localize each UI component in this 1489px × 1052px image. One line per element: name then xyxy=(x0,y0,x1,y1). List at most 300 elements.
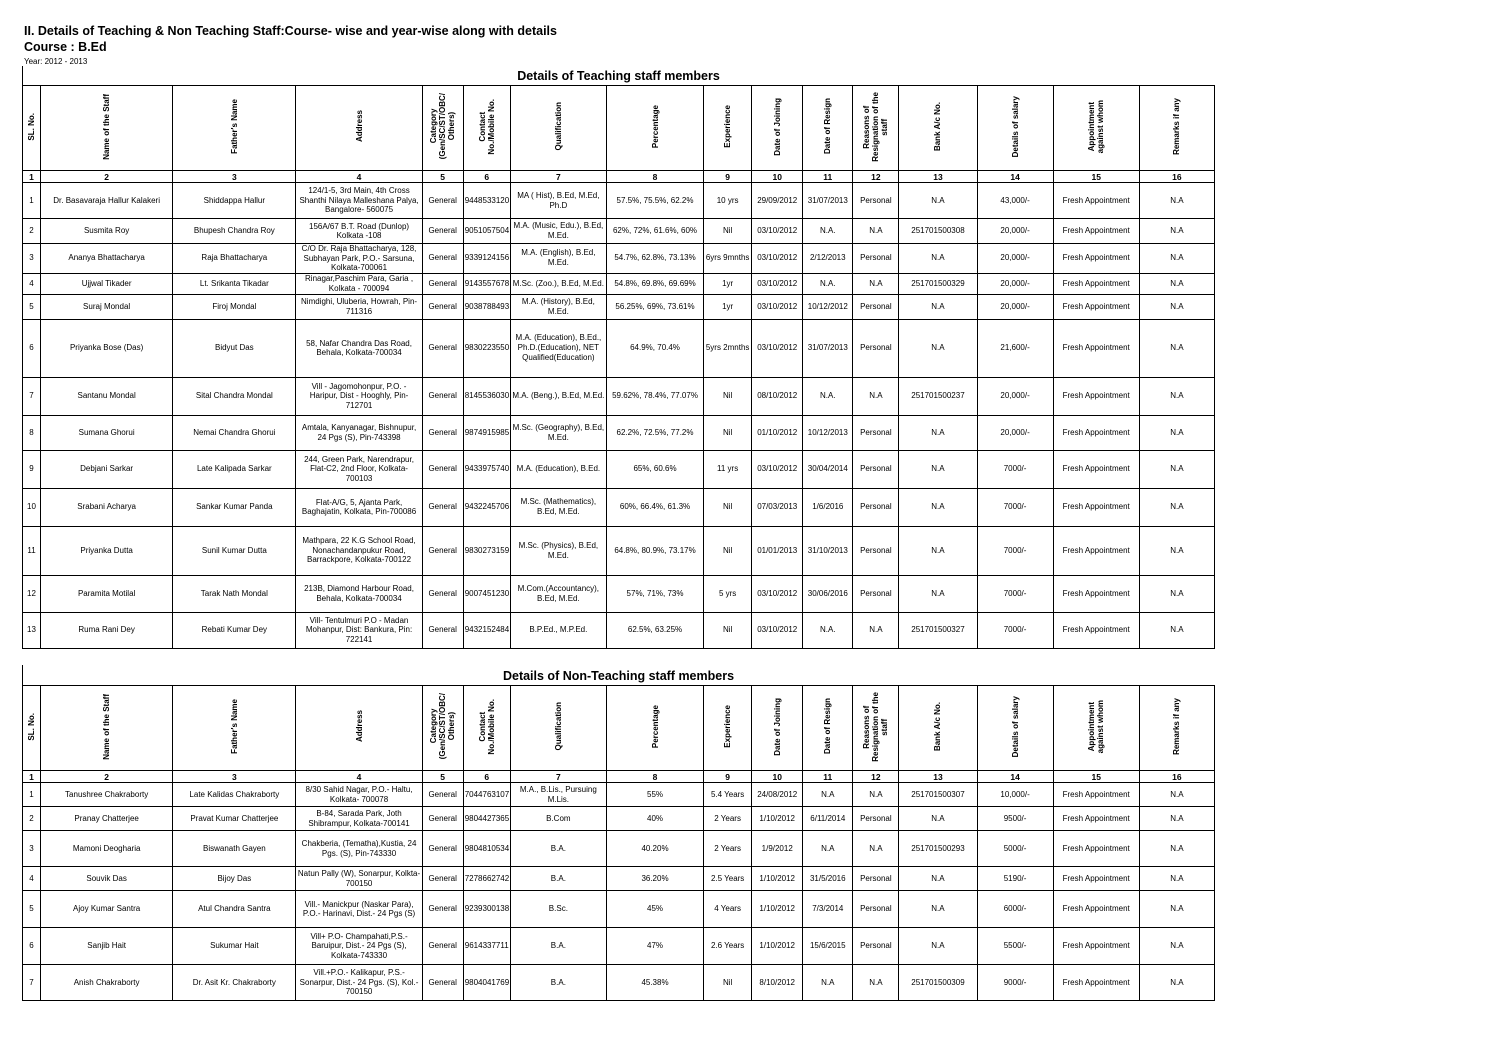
cell-date-of-resign: 30/06/2016 xyxy=(803,575,853,612)
cell-bank-account: 251701500329 xyxy=(899,273,977,294)
column-header-category xyxy=(422,686,463,771)
cell-remarks: N.A xyxy=(1139,450,1214,488)
cell-percentage: 40% xyxy=(606,807,703,831)
cell-sl-no: 11 xyxy=(23,526,41,575)
cell-address: Vill.- Manickpur (Naskar Para), P.O.- Harinavi, Dist.- 24 Pgs (S) xyxy=(296,891,422,928)
cell-date-of-joining: 1/10/2012 xyxy=(752,891,803,928)
column-number: 14 xyxy=(977,771,1053,783)
cell-salary: 5500/- xyxy=(977,928,1053,965)
cell-date-of-joining: 03/10/2012 xyxy=(752,612,803,648)
cell-staff-name: Sumana Ghorui xyxy=(41,415,173,450)
table-row xyxy=(23,450,1215,488)
column-header-label: Contact No./Mobile No. xyxy=(477,698,496,755)
column-number: 15 xyxy=(1053,171,1139,183)
cell-category: General xyxy=(422,219,463,244)
cell-resign-reason: Personal xyxy=(853,450,899,488)
cell-bank-account: N.A xyxy=(899,415,977,450)
cell-percentage: 45% xyxy=(606,891,703,928)
cell-date-of-joining: 29/09/2012 xyxy=(752,183,803,219)
cell-contact: 9038788493 xyxy=(463,294,510,319)
cell-remarks: N.A xyxy=(1139,612,1214,648)
cell-date-of-joining: 24/08/2012 xyxy=(752,783,803,807)
cell-resign-reason: Personal xyxy=(853,294,899,319)
cell-appointment: Fresh Appointment xyxy=(1053,488,1139,526)
cell-remarks: N.A xyxy=(1139,807,1214,831)
cell-contact: 9432245706 xyxy=(463,488,510,526)
column-number: 4 xyxy=(296,171,422,183)
cell-sl-no: 5 xyxy=(23,294,41,319)
cell-experience: 10 yrs xyxy=(704,183,752,219)
cell-remarks: N.A xyxy=(1139,183,1214,219)
column-header-sl-no xyxy=(23,86,41,171)
column-header-label: Qualification xyxy=(553,702,563,751)
cell-staff-name: Ruma Rani Dey xyxy=(41,612,173,648)
cell-date-of-resign: N.A xyxy=(803,965,853,1001)
column-header-qualification xyxy=(510,686,606,771)
cell-staff-name: Santanu Mondal xyxy=(41,377,173,415)
column-header-label: Details of salary xyxy=(1010,95,1020,158)
cell-experience: Nil xyxy=(704,415,752,450)
cell-category: General xyxy=(422,488,463,526)
cell-date-of-resign: 7/3/2014 xyxy=(803,891,853,928)
column-header-label: Date of Joining xyxy=(772,697,782,756)
cell-contact: 9448533120 xyxy=(463,183,510,219)
cell-salary: 5190/- xyxy=(977,867,1053,891)
cell-remarks: N.A xyxy=(1139,783,1214,807)
cell-staff-name: Suraj Mondal xyxy=(41,294,173,319)
cell-date-of-resign: 2/12/2013 xyxy=(803,244,853,274)
cell-percentage: 45.38% xyxy=(606,965,703,1001)
cell-percentage: 64.8%, 80.9%, 73.17% xyxy=(606,526,703,575)
cell-bank-account: N.A xyxy=(899,867,977,891)
cell-sl-no: 13 xyxy=(23,612,41,648)
cell-sl-no: 4 xyxy=(23,867,41,891)
table-row xyxy=(23,183,1215,219)
column-header-remarks xyxy=(1139,686,1214,771)
cell-experience: Nil xyxy=(704,612,752,648)
cell-qualification: B.A. xyxy=(510,831,606,867)
column-header-remarks xyxy=(1139,86,1214,171)
cell-percentage: 40.20% xyxy=(606,831,703,867)
cell-experience: 2 Years xyxy=(704,831,752,867)
cell-sl-no: 10 xyxy=(23,488,41,526)
cell-qualification: M.Sc. (Geography), B.Ed, M.Ed. xyxy=(510,415,606,450)
column-header-date-of-joining xyxy=(752,686,803,771)
column-number: 5 xyxy=(422,171,463,183)
column-number: 8 xyxy=(606,771,703,783)
cell-appointment: Fresh Appointment xyxy=(1053,891,1139,928)
cell-salary: 43,000/- xyxy=(977,183,1053,219)
cell-date-of-joining: 08/10/2012 xyxy=(752,377,803,415)
cell-resign-reason: Personal xyxy=(853,488,899,526)
cell-father-name: Sankar Kumar Panda xyxy=(173,488,296,526)
cell-staff-name: Priyanka Dutta xyxy=(41,526,173,575)
column-number: 10 xyxy=(752,771,803,783)
cell-address: Vill - Jagomohonpur, P.O. - Haripur, Dist - Hooghly, Pin-712701 xyxy=(296,377,422,415)
column-header-label: Remarks if any xyxy=(1172,698,1182,755)
column-header-sl-no xyxy=(23,686,41,771)
table-row xyxy=(23,867,1215,891)
cell-staff-name: Tanushree Chakraborty xyxy=(41,783,173,807)
column-number: 11 xyxy=(803,171,853,183)
cell-appointment: Fresh Appointment xyxy=(1053,831,1139,867)
cell-contact: 9432152484 xyxy=(463,612,510,648)
table-row xyxy=(23,319,1215,377)
cell-experience: 2 Years xyxy=(704,807,752,831)
cell-experience: 2.6 Years xyxy=(704,928,752,965)
column-header-label: Father's Name xyxy=(229,99,239,154)
column-header-label: Percentage xyxy=(650,704,660,749)
cell-category: General xyxy=(422,928,463,965)
column-header-resign-reason xyxy=(853,686,899,771)
column-number: 13 xyxy=(899,771,977,783)
cell-date-of-resign: 31/10/2013 xyxy=(803,526,853,575)
column-number: 1 xyxy=(23,171,41,183)
cell-sl-no: 3 xyxy=(23,244,41,274)
table-row xyxy=(23,244,1215,274)
cell-date-of-joining: 03/10/2012 xyxy=(752,219,803,244)
cell-date-of-resign: 6/11/2014 xyxy=(803,807,853,831)
cell-salary: 6000/- xyxy=(977,891,1053,928)
cell-contact: 9339124156 xyxy=(463,244,510,274)
non-teaching-staff-table xyxy=(22,685,1215,1001)
cell-remarks: N.A xyxy=(1139,575,1214,612)
cell-category: General xyxy=(422,244,463,274)
cell-date-of-joining: 03/10/2012 xyxy=(752,319,803,377)
cell-salary: 20,000/- xyxy=(977,244,1053,274)
column-header-label: Reasons of Resignation of the staff xyxy=(862,691,890,762)
cell-father-name: Pravat Kumar Chatterjee xyxy=(173,807,296,831)
cell-qualification: B.A. xyxy=(510,965,606,1001)
cell-salary: 20,000/- xyxy=(977,294,1053,319)
cell-remarks: N.A xyxy=(1139,831,1214,867)
column-number: 4 xyxy=(296,771,422,783)
cell-experience: 6yrs 9mnths xyxy=(704,244,752,274)
cell-father-name: Sukumar Hait xyxy=(173,928,296,965)
cell-sl-no: 6 xyxy=(23,928,41,965)
column-header-label: Reasons of Resignation of the staff xyxy=(862,91,890,162)
column-number: 7 xyxy=(510,771,606,783)
column-header-label: Details of salary xyxy=(1010,695,1020,758)
cell-qualification: M.Com.(Accountancy), B.Ed, M.Ed. xyxy=(510,575,606,612)
cell-date-of-joining: 07/03/2013 xyxy=(752,488,803,526)
column-header-salary xyxy=(977,686,1053,771)
cell-date-of-joining: 01/01/2013 xyxy=(752,526,803,575)
cell-percentage: 64.9%, 70.4% xyxy=(606,319,703,377)
cell-staff-name: Souvik Das xyxy=(41,867,173,891)
cell-salary: 7000/- xyxy=(977,488,1053,526)
cell-address: C/O Dr. Raja Bhattacharya, 128, Subhayan Park, P.O.- Sarsuna, Kolkata-700061 xyxy=(296,244,422,274)
cell-qualification: B.P.Ed., M.P.Ed. xyxy=(510,612,606,648)
cell-remarks: N.A xyxy=(1139,526,1214,575)
cell-contact: 7044763107 xyxy=(463,783,510,807)
column-header-address xyxy=(296,86,422,171)
cell-resign-reason: N.A xyxy=(853,831,899,867)
cell-father-name: Firoj Mondal xyxy=(173,294,296,319)
cell-father-name: Raja Bhattacharya xyxy=(173,244,296,274)
cell-staff-name: Srabani Acharya xyxy=(41,488,173,526)
cell-remarks: N.A xyxy=(1139,319,1214,377)
cell-date-of-joining: 1/10/2012 xyxy=(752,867,803,891)
column-header-label: Percentage xyxy=(650,104,660,149)
teaching-staff-table xyxy=(22,85,1215,649)
cell-percentage: 57.5%, 75.5%, 62.2% xyxy=(606,183,703,219)
table-row xyxy=(23,928,1215,965)
table-row xyxy=(23,807,1215,831)
cell-date-of-joining: 8/10/2012 xyxy=(752,965,803,1001)
table-row xyxy=(23,965,1215,1001)
cell-salary: 20,000/- xyxy=(977,415,1053,450)
cell-salary: 7000/- xyxy=(977,526,1053,575)
cell-date-of-resign: 1/6/2016 xyxy=(803,488,853,526)
cell-father-name: Sunil Kumar Dutta xyxy=(173,526,296,575)
cell-address: Vill- Tentulmuri P.O - Madan Mohanpur, Dist: Bankura, Pin: 722141 xyxy=(296,612,422,648)
cell-father-name: Atul Chandra Santra xyxy=(173,891,296,928)
table-row xyxy=(23,377,1215,415)
cell-address: Vill+ P.O- Champahati,P.S.- Baruipur, Dist.- 24 Pgs (S), Kolkata-743330 xyxy=(296,928,422,965)
column-header-appointment xyxy=(1053,86,1139,171)
column-number: 15 xyxy=(1053,771,1139,783)
year-label: Year: 2012 - 2013 xyxy=(24,57,88,66)
cell-contact: 8145536030 xyxy=(463,377,510,415)
cell-date-of-resign: 10/12/2013 xyxy=(803,415,853,450)
cell-salary: 21,600/- xyxy=(977,319,1053,377)
cell-sl-no: 6 xyxy=(23,319,41,377)
cell-contact: 9143557678 xyxy=(463,273,510,294)
column-header-label: Appointment against whom xyxy=(1087,699,1106,754)
table-row xyxy=(23,219,1215,244)
cell-remarks: N.A xyxy=(1139,415,1214,450)
cell-percentage: 56.25%, 69%, 73.61% xyxy=(606,294,703,319)
column-header-father-name xyxy=(173,86,296,171)
cell-qualification: M.A. (Beng.), B.Ed, M.Ed. xyxy=(510,377,606,415)
cell-appointment: Fresh Appointment xyxy=(1053,319,1139,377)
cell-address: 213B, Diamond Harbour Road, Behala, Kolkata-700034 xyxy=(296,575,422,612)
cell-appointment: Fresh Appointment xyxy=(1053,273,1139,294)
cell-experience: 1yr xyxy=(704,273,752,294)
cell-appointment: Fresh Appointment xyxy=(1053,783,1139,807)
cell-bank-account: 251701500309 xyxy=(899,965,977,1001)
cell-resign-reason: N.A xyxy=(853,783,899,807)
column-number: 2 xyxy=(41,771,173,783)
cell-appointment: Fresh Appointment xyxy=(1053,575,1139,612)
cell-salary: 5000/- xyxy=(977,831,1053,867)
column-number: 16 xyxy=(1139,771,1214,783)
cell-address: 58, Nafar Chandra Das Road, Behala, Kolkata-700034 xyxy=(296,319,422,377)
cell-bank-account: N.A xyxy=(899,319,977,377)
cell-date-of-resign: 15/6/2015 xyxy=(803,928,853,965)
cell-qualification: B.Com xyxy=(510,807,606,831)
cell-staff-name: Pranay Chatterjee xyxy=(41,807,173,831)
cell-qualification: M.A. (English), B.Ed, M.Ed. xyxy=(510,244,606,274)
cell-percentage: 60%, 66.4%, 61.3% xyxy=(606,488,703,526)
cell-date-of-joining: 03/10/2012 xyxy=(752,294,803,319)
cell-address: Vill.+P.O.- Kalikapur, P.S.- Sonarpur, Dist.- 24 Pgs. (S), Kol.- 700150 xyxy=(296,965,422,1001)
cell-staff-name: Sanjib Hait xyxy=(41,928,173,965)
cell-bank-account: 251701500307 xyxy=(899,783,977,807)
column-header-appointment xyxy=(1053,686,1139,771)
cell-percentage: 55% xyxy=(606,783,703,807)
column-number: 1 xyxy=(23,771,41,783)
cell-category: General xyxy=(422,415,463,450)
cell-bank-account: N.A xyxy=(899,488,977,526)
cell-staff-name: Anish Chakraborty xyxy=(41,965,173,1001)
column-number: 11 xyxy=(803,771,853,783)
cell-category: General xyxy=(422,319,463,377)
cell-address: Nimdighi, Uluberia, Howrah, Pin-711316 xyxy=(296,294,422,319)
cell-father-name: Bhupesh Chandra Roy xyxy=(173,219,296,244)
cell-bank-account: N.A xyxy=(899,526,977,575)
cell-appointment: Fresh Appointment xyxy=(1053,219,1139,244)
column-number: 16 xyxy=(1139,171,1214,183)
cell-address: 124/1-5, 3rd Main, 4th Cross Shanthi Nilaya Malleshana Palya, Bangalore- 560075 xyxy=(296,183,422,219)
cell-father-name: Bijoy Das xyxy=(173,867,296,891)
cell-date-of-joining: 1/10/2012 xyxy=(752,928,803,965)
column-number: 13 xyxy=(899,171,977,183)
cell-sl-no: 2 xyxy=(23,219,41,244)
cell-date-of-resign: N.A xyxy=(803,831,853,867)
cell-resign-reason: N.A xyxy=(853,219,899,244)
cell-resign-reason: N.A xyxy=(853,377,899,415)
cell-father-name: Shiddappa Hallur xyxy=(173,183,296,219)
cell-sl-no: 12 xyxy=(23,575,41,612)
cell-qualification: M.A. (Education), B.Ed. xyxy=(510,450,606,488)
cell-address: Chakberia, (Tematha),Kustia, 24 Pgs. (S), Pin-743330 xyxy=(296,831,422,867)
column-number: 8 xyxy=(606,171,703,183)
header-row xyxy=(23,86,1215,171)
cell-date-of-resign: 31/07/2013 xyxy=(803,319,853,377)
cell-appointment: Fresh Appointment xyxy=(1053,867,1139,891)
cell-experience: Nil xyxy=(704,488,752,526)
table-row xyxy=(23,783,1215,807)
cell-contact: 9874915985 xyxy=(463,415,510,450)
column-header-staff-name xyxy=(41,686,173,771)
cell-father-name: Nemai Chandra Ghorui xyxy=(173,415,296,450)
table-row xyxy=(23,415,1215,450)
cell-contact: 9830223550 xyxy=(463,319,510,377)
cell-resign-reason: Personal xyxy=(853,928,899,965)
cell-percentage: 62%, 72%, 61.6%, 60% xyxy=(606,219,703,244)
cell-remarks: N.A xyxy=(1139,965,1214,1001)
cell-category: General xyxy=(422,831,463,867)
cell-address: Rinagar,Paschim Para, Garia , Kolkata - 700094 xyxy=(296,273,422,294)
cell-salary: 20,000/- xyxy=(977,273,1053,294)
cell-staff-name: Debjani Sarkar xyxy=(41,450,173,488)
cell-bank-account: 251701500293 xyxy=(899,831,977,867)
cell-resign-reason: Personal xyxy=(853,526,899,575)
column-header-label: Qualification xyxy=(553,102,563,151)
column-header-contact xyxy=(463,686,510,771)
cell-father-name: Late Kalidas Chakraborty xyxy=(173,783,296,807)
cell-father-name: Biswanath Gayen xyxy=(173,831,296,867)
cell-date-of-resign: N.A. xyxy=(803,612,853,648)
cell-address: 8/30 Sahid Nagar, P.O.- Haltu, Kolkata- 700078 xyxy=(296,783,422,807)
cell-salary: 7000/- xyxy=(977,612,1053,648)
cell-remarks: N.A xyxy=(1139,488,1214,526)
cell-sl-no: 2 xyxy=(23,807,41,831)
cell-category: General xyxy=(422,867,463,891)
cell-resign-reason: N.A xyxy=(853,612,899,648)
cell-sl-no: 3 xyxy=(23,831,41,867)
cell-qualification: M.A. (Education), B.Ed., Ph.D.(Education), NET Qualified(Education) xyxy=(510,319,606,377)
document-title: II. Details of Teaching & Non Teaching Staff:Course- wise and year-wise along with details xyxy=(24,24,557,38)
cell-father-name: Bidyut Das xyxy=(173,319,296,377)
column-header-contact xyxy=(463,86,510,171)
cell-staff-name: Ujjwal Tikader xyxy=(41,273,173,294)
cell-resign-reason: Personal xyxy=(853,891,899,928)
cell-resign-reason: Personal xyxy=(853,319,899,377)
column-header-label: Father's Name xyxy=(229,699,239,754)
column-header-label: Date of Joining xyxy=(772,97,782,156)
cell-date-of-resign: N.A. xyxy=(803,273,853,294)
column-number: 3 xyxy=(173,171,296,183)
cell-staff-name: Priyanka Bose (Das) xyxy=(41,319,173,377)
cell-experience: 1yr xyxy=(704,294,752,319)
cell-qualification: MA ( Hist), B.Ed, M.Ed, Ph.D xyxy=(510,183,606,219)
cell-percentage: 36.20% xyxy=(606,867,703,891)
cell-category: General xyxy=(422,526,463,575)
cell-percentage: 47% xyxy=(606,928,703,965)
table-row xyxy=(23,273,1215,294)
cell-date-of-joining: 03/10/2012 xyxy=(752,244,803,274)
column-header-experience xyxy=(704,86,752,171)
cell-experience: 5yrs 2mnths xyxy=(704,319,752,377)
cell-address: 244, Green Park, Narendrapur, Flat-C2, 2nd Floor, Kolkata-700103 xyxy=(296,450,422,488)
column-header-label: Category (Gen/SC/ST/OBC/ Others) xyxy=(429,93,457,160)
column-number: 6 xyxy=(463,171,510,183)
column-number: 2 xyxy=(41,171,173,183)
column-header-staff-name xyxy=(41,86,173,171)
column-header-percentage xyxy=(606,686,703,771)
column-number: 12 xyxy=(853,171,899,183)
column-number: 12 xyxy=(853,771,899,783)
cell-bank-account: N.A xyxy=(899,928,977,965)
column-header-experience xyxy=(704,686,752,771)
table-row xyxy=(23,575,1215,612)
cell-date-of-joining: 03/10/2012 xyxy=(752,450,803,488)
column-header-category xyxy=(422,86,463,171)
cell-bank-account: N.A xyxy=(899,450,977,488)
table-row xyxy=(23,526,1215,575)
table-row xyxy=(23,612,1215,648)
cell-appointment: Fresh Appointment xyxy=(1053,965,1139,1001)
cell-qualification: M.A., B.Lis., Pursuing M.Lis. xyxy=(510,783,606,807)
cell-salary: 20,000/- xyxy=(977,219,1053,244)
cell-address: Natun Pally (W), Sonarpur, Kolkta- 700150 xyxy=(296,867,422,891)
cell-appointment: Fresh Appointment xyxy=(1053,183,1139,219)
cell-category: General xyxy=(422,273,463,294)
cell-experience: Nil xyxy=(704,965,752,1001)
column-number: 3 xyxy=(173,771,296,783)
table-row xyxy=(23,831,1215,867)
cell-qualification: M.Sc. (Physics), B.Ed, M.Ed. xyxy=(510,526,606,575)
cell-contact: 9804427365 xyxy=(463,807,510,831)
cell-date-of-joining: 1/9/2012 xyxy=(752,831,803,867)
cell-category: General xyxy=(422,377,463,415)
cell-address: B-84, Sarada Park, Joth Shibrampur, Kolkata-700141 xyxy=(296,807,422,831)
table-row xyxy=(23,891,1215,928)
cell-category: General xyxy=(422,807,463,831)
column-header-label: Contact No./Mobile No. xyxy=(477,98,496,155)
column-number: 9 xyxy=(704,171,752,183)
column-header-label: Bank A/c No. xyxy=(933,101,943,152)
header-row xyxy=(23,686,1215,771)
column-header-date-of-joining xyxy=(752,86,803,171)
cell-sl-no: 9 xyxy=(23,450,41,488)
column-header-bank-account xyxy=(899,686,977,771)
cell-appointment: Fresh Appointment xyxy=(1053,526,1139,575)
teaching-section-title: Details of Teaching staff members xyxy=(517,69,720,83)
